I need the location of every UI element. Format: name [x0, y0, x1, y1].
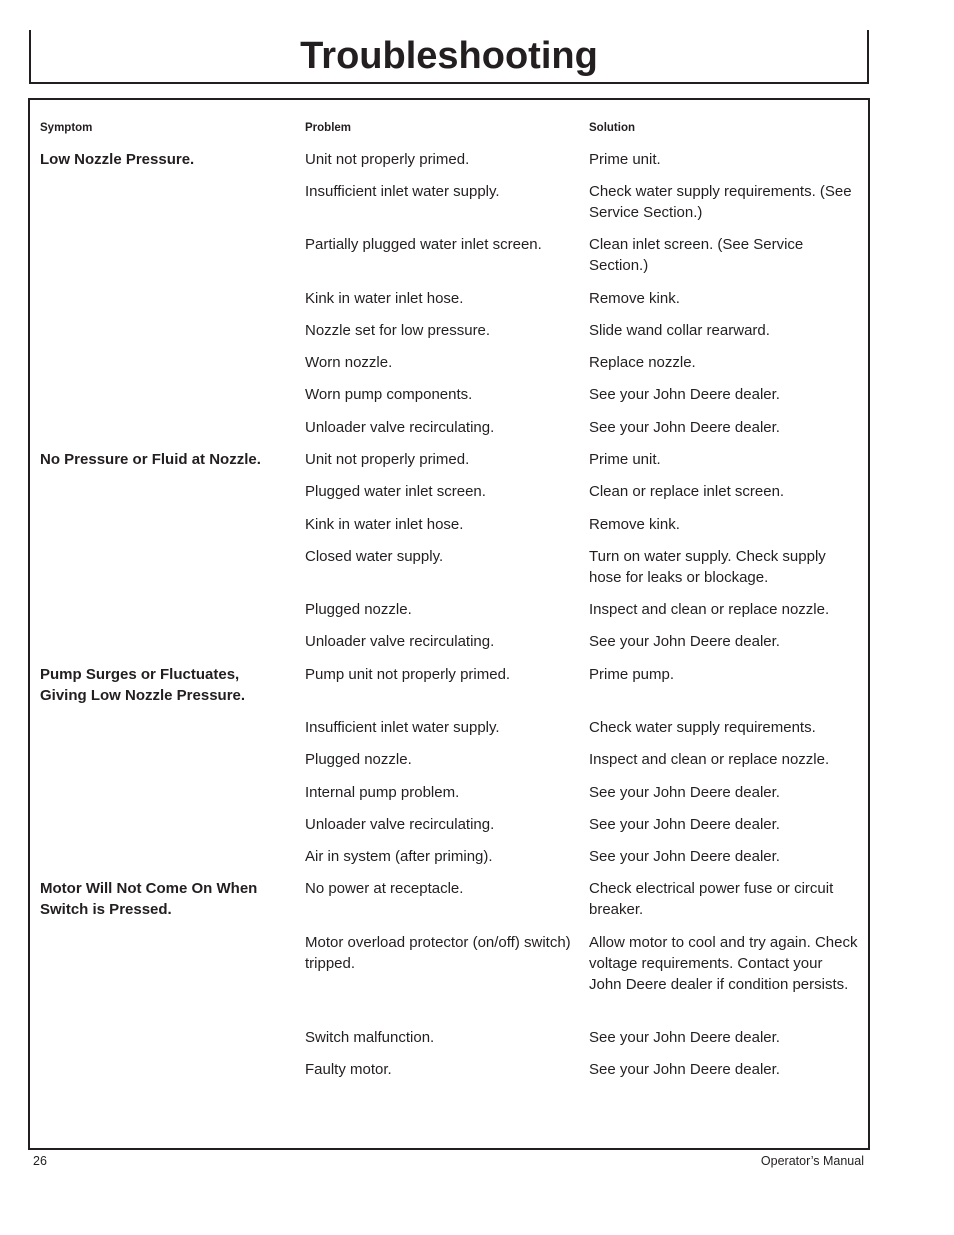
- table-row: [30, 546, 868, 599]
- page-number: 26: [33, 1154, 47, 1168]
- table-row: [30, 846, 868, 878]
- table-row: [30, 814, 868, 846]
- solution-cell: Remove kink.: [589, 290, 680, 307]
- problem-cell: Worn nozzle.: [305, 354, 393, 371]
- problem-cell: Nozzle set for low pressure.: [305, 322, 491, 339]
- solution-cell: See your John Deere dealer.: [589, 784, 780, 801]
- symptom-cell: No Pressure or Fluid at Nozzle.: [40, 451, 261, 468]
- solution-cell: See your John Deere dealer.: [589, 386, 780, 403]
- solution-cell: Turn on water supply. Check supply hose for leaks or blockage.: [589, 548, 826, 586]
- solution-cell: Prime pump.: [589, 666, 675, 683]
- problem-cell: Plugged nozzle.: [305, 601, 412, 618]
- title-banner: [29, 30, 869, 84]
- problem-cell: Motor overload protector (on/off) switch) tripped.: [305, 934, 571, 972]
- solution-cell: See your John Deere dealer.: [589, 633, 780, 650]
- page-title: Troubleshooting: [300, 35, 598, 77]
- table-row: [30, 631, 868, 664]
- table-row: [30, 481, 868, 514]
- problem-cell: Closed water supply.: [305, 548, 444, 565]
- solution-cell: Inspect and clean or replace nozzle.: [589, 751, 830, 768]
- header-solution: Solution: [589, 122, 635, 134]
- problem-cell: Internal pump problem.: [305, 784, 460, 801]
- problem-cell: Unloader valve recirculating.: [305, 816, 495, 833]
- problem-cell: Unloader valve recirculating.: [305, 633, 495, 650]
- table-row: [30, 782, 868, 814]
- problem-cell: Kink in water inlet hose.: [305, 290, 464, 307]
- header-problem: Problem: [305, 122, 352, 134]
- header-symptom: Symptom: [40, 122, 93, 134]
- solution-cell: Inspect and clean or replace nozzle.: [589, 601, 830, 618]
- table-row: [30, 932, 868, 1027]
- table-header-row: [30, 122, 868, 138]
- solution-cell: Prime unit.: [589, 451, 661, 468]
- table-row: [30, 1027, 868, 1059]
- table-row: [30, 417, 868, 449]
- problem-cell: Unloader valve recirculating.: [305, 419, 495, 436]
- problem-cell: Unit not properly primed.: [305, 451, 470, 468]
- table-row: [30, 288, 868, 320]
- footer-label: Operator’s Manual: [760, 1154, 864, 1168]
- table-row: [30, 320, 868, 352]
- table-row: [30, 384, 868, 417]
- problem-cell: Worn pump components.: [305, 386, 473, 403]
- troubleshooting-table: [28, 98, 870, 1150]
- solution-cell: Prime unit.: [589, 151, 661, 168]
- problem-cell: Partially plugged water inlet screen.: [305, 236, 542, 253]
- table-row: [30, 514, 868, 546]
- table-row: [30, 664, 868, 717]
- solution-cell: See your John Deere dealer.: [589, 1029, 780, 1046]
- symptom-cell: Pump Surges or Fluctuates, Giving Low Nozzle Pressure.: [40, 666, 246, 704]
- table-row: [30, 878, 868, 932]
- table-row: [30, 749, 868, 782]
- solution-cell: Replace nozzle.: [589, 354, 696, 371]
- table-row: [30, 352, 868, 384]
- problem-cell: Switch malfunction.: [305, 1029, 435, 1046]
- table-row: [30, 149, 868, 181]
- problem-cell: Insufficient inlet water supply.: [305, 719, 500, 736]
- problem-cell: Insufficient inlet water supply.: [305, 183, 500, 200]
- table-row: [30, 1059, 868, 1091]
- problem-cell: Pump unit not properly primed.: [305, 666, 511, 683]
- solution-cell: Check water supply requirements. (See Service Section.): [589, 183, 852, 221]
- symptom-cell: Low Nozzle Pressure.: [40, 151, 195, 168]
- problem-cell: Air in system (after priming).: [305, 848, 493, 865]
- solution-cell: Check electrical power fuse or circuit breaker.: [589, 880, 834, 918]
- solution-cell: Remove kink.: [589, 516, 680, 533]
- table-body: [30, 149, 868, 1091]
- solution-cell: Allow motor to cool and try again. Check voltage requirements. Contact your John Deere dealer if condition persists.: [589, 934, 858, 993]
- problem-cell: Plugged nozzle.: [305, 751, 412, 768]
- table-row: [30, 449, 868, 481]
- solution-cell: Clean or replace inlet screen.: [589, 483, 785, 500]
- solution-cell: See your John Deere dealer.: [589, 816, 780, 833]
- problem-cell: Unit not properly primed.: [305, 151, 470, 168]
- solution-cell: Check water supply requirements.: [589, 719, 816, 736]
- table-row: [30, 717, 868, 749]
- table-row: [30, 599, 868, 631]
- table-row: [30, 234, 868, 288]
- problem-cell: Kink in water inlet hose.: [305, 516, 464, 533]
- solution-cell: See your John Deere dealer.: [589, 848, 780, 865]
- problem-cell: No power at receptacle.: [305, 880, 464, 897]
- symptom-cell: Motor Will Not Come On When Switch is Pressed.: [40, 880, 258, 918]
- problem-cell: Faulty motor.: [305, 1061, 392, 1078]
- solution-cell: See your John Deere dealer.: [589, 1061, 780, 1078]
- table-row: [30, 181, 868, 234]
- solution-cell: Slide wand collar rearward.: [589, 322, 770, 339]
- solution-cell: Clean inlet screen. (See Service Section.): [589, 236, 804, 274]
- solution-cell: See your John Deere dealer.: [589, 419, 780, 436]
- problem-cell: Plugged water inlet screen.: [305, 483, 486, 500]
